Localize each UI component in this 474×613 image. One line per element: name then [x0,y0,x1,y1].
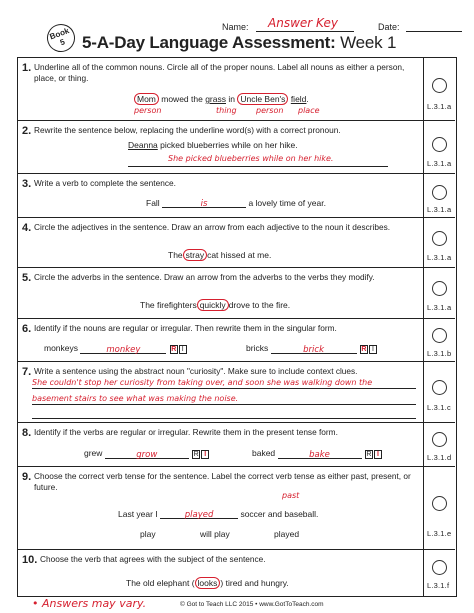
tense-label: past [282,491,300,500]
regular-checkbox[interactable]: R [361,346,367,353]
verb-option: play [140,529,156,539]
answer-text: She couldn't stop her curiosity from taking over, and soon she was walking down the [32,378,373,387]
question-instruction: Choose the correct verb tense for the sentence. Label the correct verb tense as either past, present, or future. [34,471,411,492]
standard-label: L.3.1.a [427,205,452,214]
question-instruction: Circle the adverbs in the sentence. Draw an arrow from the adverbs to the verbs they modify. [34,272,375,282]
irregular-checkbox[interactable]: I [201,450,209,459]
answer-blank[interactable]: grow [105,449,189,459]
header [0,0,474,58]
answer-line [32,388,416,389]
common-noun: field [290,94,307,104]
answer-line [128,166,388,167]
score-bubble[interactable] [432,380,447,395]
regular-checkbox[interactable]: R [171,346,177,353]
noun-label: person [134,106,162,115]
book-badge: Book 5 [43,20,79,56]
question-3 [18,174,455,218]
question-number: 5. [22,272,32,284]
noun-item: bricks brick R I [246,343,377,354]
circled-adverb: quickly [197,299,229,311]
question-instruction: Write a verb to complete the sentence. [34,178,176,188]
date-line [406,31,462,32]
date-label: Date: [378,22,400,32]
question-instruction: Write a sentence using the abstract noun "curiosity". Make sure to include context clues. [34,366,358,376]
question-number: 10. [22,554,38,566]
answer-line [32,404,416,405]
noun-label: place [298,106,320,115]
name-line [256,31,354,32]
question-instruction: Choose the verb that agrees with the subject of the sentence. [40,554,266,564]
verb-item: baked bake R I [252,448,382,459]
question-instruction: Circle the adjectives in the sentence. Draw an arrow from each adjective to the noun it describes. [34,222,391,232]
question-instruction: Identify if the nouns are regular or irregular. Then rewrite them in the singular form. [34,323,337,333]
noun-item: monkeys monkey R I [44,343,187,354]
question-sentence: Fall is a lovely time of year. [146,198,326,209]
question-6 [18,319,455,362]
verb-option: played [274,529,300,539]
question-9 [18,467,455,550]
underlined-word: Deanna [128,140,158,150]
score-bubble[interactable] [432,185,447,200]
standard-label: L.3.1.a [427,159,452,168]
question-5 [18,268,455,319]
question-number: 2. [22,125,32,137]
answer-blank[interactable]: monkey [80,344,166,354]
answer-blank[interactable]: brick [271,344,357,354]
answer-blank[interactable]: bake [278,449,362,459]
copyright-text: © Got to Teach LLC 2015 • www.GotToTeach.com [180,601,324,608]
question-4 [18,218,455,268]
standard-label: L.3.1.f [427,581,450,590]
question-sentence: Mom mowed the grass in Uncle Ben's field. [134,94,309,104]
irregular-checkbox[interactable]: I [374,450,382,459]
score-bubble[interactable] [432,78,447,93]
answer-text: basement stairs to see what was making the noise. [32,394,239,403]
question-instruction: Underline all of the common nouns. Circle all of the proper nouns. Label all nouns as either a person, place, or thing. [34,62,405,83]
answer-text: She picked blueberries while on her hike. [168,154,334,163]
question-8 [18,423,455,467]
name-date-row [222,16,462,32]
assessment-grid [17,57,457,597]
question-number: 9. [22,471,32,483]
score-bubble[interactable] [432,137,447,152]
question-instruction: Identify if the verbs are regular or irregular. Rewrite them in the present tense form. [34,427,338,437]
regular-checkbox[interactable]: R [193,451,199,458]
score-bubble[interactable] [432,496,447,511]
question-number: 4. [22,222,32,234]
score-bubble[interactable] [432,231,447,246]
common-noun: grass [205,94,226,104]
name-value: Answer Key [268,16,338,30]
standard-label: L.3.1.a [427,102,452,111]
question-number: 8. [22,427,32,439]
irregular-checkbox[interactable]: I [369,345,377,354]
score-bubble[interactable] [432,560,447,575]
answer-blank[interactable] [162,198,246,208]
question-sentence: Last year I played soccer and baseball. [118,509,319,520]
standard-label: L.3.1.a [427,253,452,262]
standard-label: L.3.1.b [427,349,452,358]
question-2 [18,121,455,174]
noun-label: person [256,106,284,115]
question-number: 6. [22,323,32,335]
circled-adjective: stray [183,249,207,261]
question-7 [18,362,455,423]
week-text: Week 1 [340,33,397,52]
proper-noun: Uncle Ben's [237,93,288,105]
question-sentence: The firefighters quickly drove to the fire. [140,300,291,310]
answer-text: is [200,199,208,209]
name-label: Name: [222,22,249,32]
verb-item: grew grow R I [84,448,209,459]
question-number: 7. [22,366,32,378]
question-sentence: The old elephant ( looks ) tired and hungry. [126,578,289,588]
question-instruction: Rewrite the sentence below, replacing the underline word(s) with a correct pronoun. [34,125,341,135]
question-10 [18,550,455,596]
standard-label: L.3.1.a [427,303,452,312]
standard-label: L.3.1.e [427,529,452,538]
answer-blank[interactable]: played [160,509,238,519]
score-bubble[interactable] [432,432,447,447]
page-title [82,33,396,53]
verb-option: will play [200,529,230,539]
irregular-checkbox[interactable]: I [179,345,187,354]
title-text: 5-A-Day Language Assessment: [82,33,336,52]
proper-noun: Mom [134,93,159,105]
question-1 [18,58,455,121]
standard-label: L.3.1.c [427,403,451,412]
regular-checkbox[interactable]: R [366,451,372,458]
question-number: 3. [22,178,32,190]
standard-label: L.3.1.d [427,453,452,462]
noun-label: thing [216,106,237,115]
answer-line [32,418,416,419]
footer [0,597,474,613]
circled-verb: looks [195,577,221,589]
answers-may-vary-note: • Answers may vary. [32,597,147,610]
question-sentence: The stray cat hissed at me. [168,250,272,260]
score-bubble[interactable] [432,328,447,343]
question-number: 1. [22,62,32,74]
question-sentence: Deanna picked blueberries while on her hike. [128,140,298,150]
score-bubble[interactable] [432,281,447,296]
